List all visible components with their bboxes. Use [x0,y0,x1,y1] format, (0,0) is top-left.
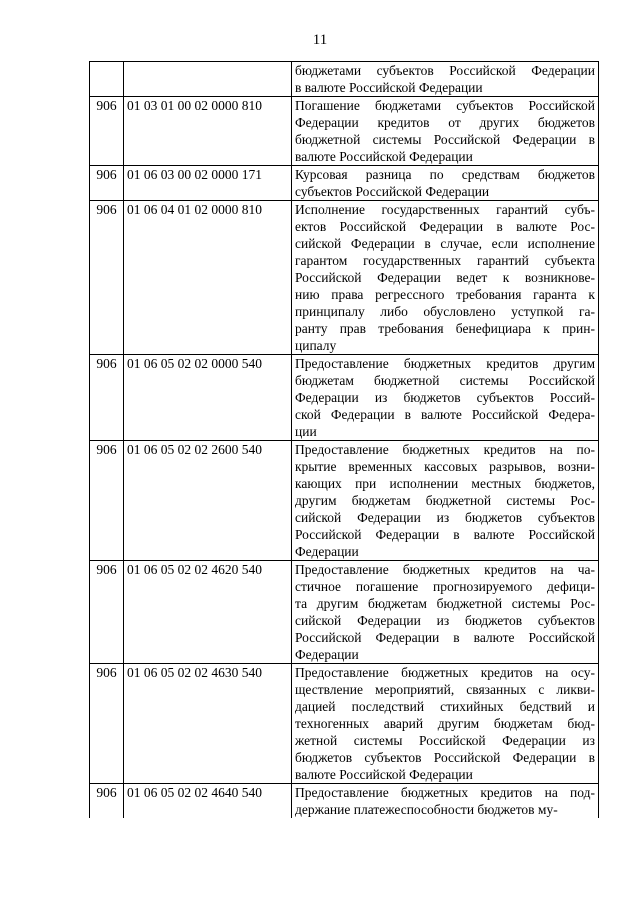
description-line: сийской Федерации в случае, если исполнение [295,236,595,251]
description-line: Исполнение государственных гарантий субъ- [295,202,595,217]
description-line: валюте Российской Федерации [295,767,473,782]
description-line: ранту прав требования бенефициара к прин- [295,321,595,336]
page-number: 11 [312,32,328,48]
admin-code-cell: 906 [90,561,124,664]
classification-code-cell: 01 06 04 01 02 0000 810 [124,201,292,355]
description-cell [292,664,599,784]
description-line: бюджетам бюджетной системы Российской [295,373,595,388]
description-line: крытие временных кассовых разрывов, возни- [295,459,595,474]
description-line: техногенных аварий другим бюджетам бюд- [295,716,595,731]
table-row [90,441,599,561]
classification-code-cell: 01 06 05 02 02 2600 540 [124,441,292,561]
table-row [90,97,599,166]
description-line: валюте Российской Федерации [295,149,473,164]
description-cell [292,166,599,201]
description-cell [292,62,599,97]
description-cell [292,97,599,166]
table-body [90,62,599,819]
admin-code-cell: 906 [90,664,124,784]
classification-code-cell: 01 06 05 02 02 4630 540 [124,664,292,784]
description-line: ществление мероприятий, связанных с ликви- [295,682,595,697]
description-line: та другим бюджетам бюджетной системы Рос- [295,596,595,611]
description-line: ции [295,424,317,439]
classification-code-cell: 01 06 05 02 02 4640 540 [124,784,292,819]
table-row [90,166,599,201]
description-line: кающих при исполнении местных бюджетов, [295,476,595,491]
admin-code-cell: 906 [90,784,124,819]
classification-code-cell: 01 06 05 02 02 4620 540 [124,561,292,664]
description-line: Федерации [295,647,359,662]
description-line: ектов Российской Федерации в валюте Рос- [295,219,595,234]
description-line: нию права регрессного требования гаранта к [295,287,595,302]
description-cell [292,201,599,355]
classification-code-cell [124,62,292,97]
admin-code-cell: 906 [90,441,124,561]
description-line: Предоставление бюджетных кредитов на под- [295,785,595,800]
description-line: бюджетной системы Российской Федерации в [295,132,595,147]
table-row [90,784,599,819]
table-row [90,355,599,441]
description-line: принципалу либо обусловлено уступкой га- [295,304,595,319]
description-line: сийской Федерации из бюджетов субъектов [295,510,595,525]
description-line: Российской Федерации в валюте Российской [295,527,595,542]
table-row [90,62,599,97]
admin-code-cell: 906 [90,201,124,355]
description-cell [292,561,599,664]
description-line: стичное погашение прогнозируемого дефици- [295,579,595,594]
description-line: другим бюджетам бюджетной системы Рос- [295,493,595,508]
description-line: гарантом государственных гарантий субъекта [295,253,595,268]
description-line: Федерации из бюджетов субъектов Россий- [295,390,595,405]
classification-code-cell: 01 06 05 02 02 0000 540 [124,355,292,441]
description-cell [292,441,599,561]
description-line: Курсовая разница по средствам бюджетов [295,167,595,182]
table-row [90,201,599,355]
description-cell [292,784,599,819]
description-line: Российской Федерации ведет к возникнове- [295,270,595,285]
description-line: ципалу [295,338,337,353]
description-line: ской Федерации в валюте Российской Федера- [295,407,595,422]
description-line: Предоставление бюджетных кредитов другим [295,356,595,371]
classification-code-cell: 01 03 01 00 02 0000 810 [124,97,292,166]
description-line: Федерации кредитов от других бюджетов [295,115,595,130]
classification-code-cell: 01 06 03 00 02 0000 171 [124,166,292,201]
admin-code-cell: 906 [90,166,124,201]
description-line: Предоставление бюджетных кредитов на по- [295,442,595,457]
admin-code-cell: 906 [90,355,124,441]
description-line: бюджетами субъектов Российской Федерации [295,63,595,78]
budget-classification-table [89,61,599,818]
description-line: субъектов Российской Федерации [295,184,490,199]
description-line: бюджетов субъектов Российской Федерации в [295,750,595,765]
admin-code-cell: 906 [90,97,124,166]
description-line: Предоставление бюджетных кредитов на осу- [295,665,595,680]
description-line: в валюте Российской Федерации [295,80,483,95]
description-line: жетной системы Российской Федерации из [295,733,595,748]
description-line: дацией последствий стихийных бедствий и [295,699,595,714]
description-line: Российской Федерации в валюте Российской [295,630,595,645]
table-row [90,664,599,784]
description-line: держание платежеспособности бюджетов му- [295,802,558,817]
description-line: Федерации [295,544,359,559]
description-line: Погашение бюджетами субъектов Российской [295,98,595,113]
description-line: сийской Федерации из бюджетов субъектов [295,613,595,628]
description-cell [292,355,599,441]
description-line: Предоставление бюджетных кредитов на ча- [295,562,595,577]
admin-code-cell [90,62,124,97]
table-row [90,561,599,664]
